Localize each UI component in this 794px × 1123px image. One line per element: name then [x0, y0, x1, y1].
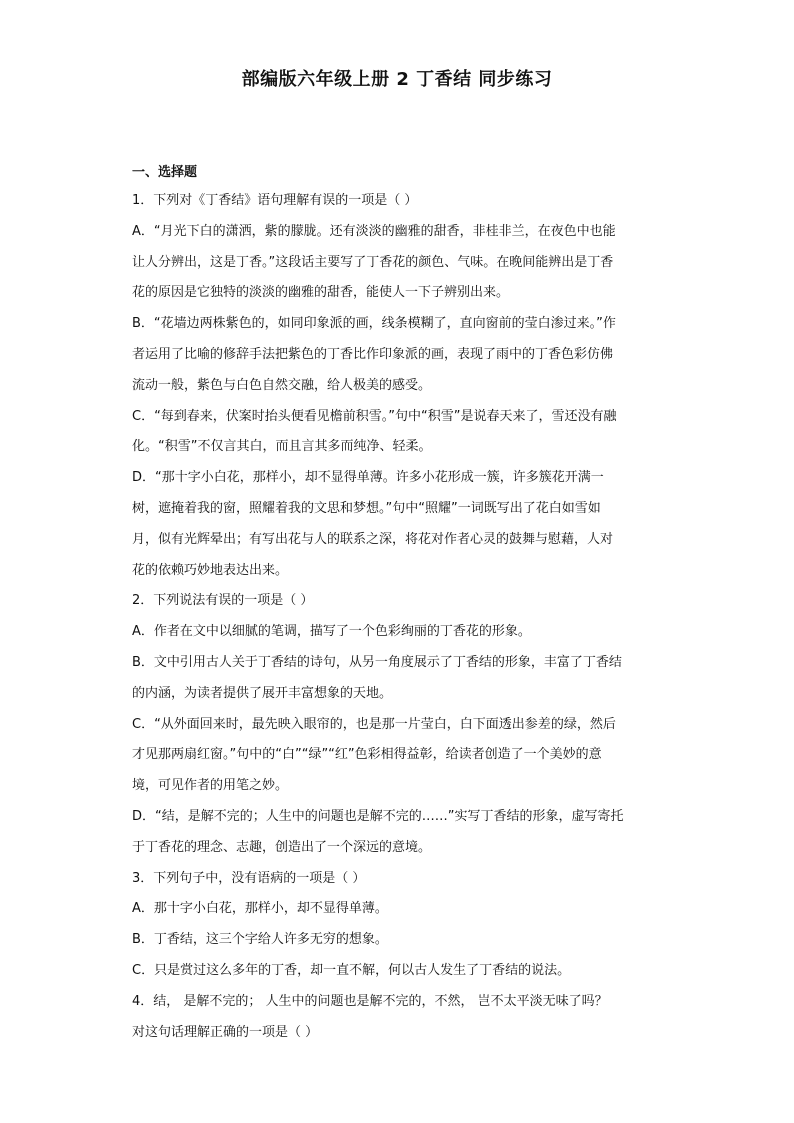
question-4: [132, 987, 660, 1049]
question-1-line: B．“花墙边两株紫色的，如同印象派的画，线条模糊了，直向窗前的莹白渗过来。”作: [132, 316, 616, 332]
question-2-line: 于丁香花的理念、志趣，创造出了一个深远的意境。: [132, 839, 432, 855]
section-heading-choice: 一、选择题: [132, 165, 198, 180]
document-title: 部编版六年级上册 2 丁香结 同步练习: [241, 69, 553, 90]
question-1-line: 者运用了比喻的修辞手法把紫色的丁香比作印象派的画，表现了雨中的丁香色彩仿佛: [132, 346, 614, 362]
question-3-line: A．那十字小白花，那样小，却不显得单薄。: [132, 901, 388, 917]
question-2-line: D．“结，是解不完的；人生中的问题也是解不完的……”实写丁香结的形象，虚写寄托: [132, 808, 624, 824]
question-1-line: 流动一般，紫色与白色自然交融，给人极美的感受。: [132, 377, 432, 393]
question-1-line: C．“每到春来，伏案时抬头便看见檐前积雪。”句中“积雪”是说春天来了，雪还没有融: [132, 408, 617, 424]
question-1: [132, 186, 660, 586]
question-1-line: 树，遮掩着我的窗，照耀着我的文思和梦想。”句中“照耀”一词既写出了花白如雪如: [132, 500, 601, 516]
document-content: [132, 162, 660, 1048]
question-1-line: 花的原因是它独特的淡淡的幽雅的甜香，能使人一下子辨别出来。: [132, 285, 510, 301]
question-2-line: B．文中引用古人关于丁香结的诗句，从另一角度展示了丁香结的形象，丰富了丁香结: [132, 654, 622, 670]
question-3-line: C．只是赏过这么多年的丁香，却一直不解，何以古人发生了丁香结的说法。: [132, 962, 571, 978]
question-1-line: D．“那十字小白花，那样小，却不显得单薄。许多小花形成一簇，许多簇花开满一: [132, 470, 604, 486]
question-2-line: A．作者在文中以细腻的笔调，描写了一个色彩绚丽的丁香花的形象。: [132, 624, 531, 640]
question-2-line: 的内涵，为读者提供了展开丰富想象的天地。: [132, 685, 393, 701]
question-3-stem: 3．下列句子中，没有语病的一项是（ ）: [132, 870, 366, 886]
question-2: [132, 586, 660, 863]
question-2-line: C．“从外面回来时，最先映入眼帘的，也是那一片莹白，白下面透出参差的绿，然后: [132, 716, 616, 732]
question-1-line: 月，似有光辉晕出；有写出花与人的联系之深，将花对作者心灵的鼓舞与慰藉，人对: [132, 531, 614, 547]
question-1-line: A．“月光下白的潇洒，紫的朦胧。还有淡淡的幽雅的甜香，非桂非兰，在夜色中也能: [132, 223, 616, 239]
question-1-line: 让人分辨出，这是丁香。”这段话主要写了丁香花的颜色、气味。在晚间能辨出是丁香: [132, 254, 614, 270]
question-2-line: 境，可见作者的用笔之妙。: [132, 778, 289, 794]
question-3: [132, 864, 660, 987]
question-1-stem: 1．下列对《丁香结》语句理解有误的一项是（ ）: [132, 193, 418, 208]
question-2-stem: 2．下列说法有误的一项是（ ）: [132, 593, 314, 609]
question-3-line: B．丁香结，这三个字给人许多无穷的想象。: [132, 932, 388, 948]
question-4-stem: 4．结， 是解不完的； 人生中的问题也是解不完的，不然， 岂不太平淡无味了吗？: [132, 993, 608, 1009]
question-2-line: 才见那两扇红窗。”句中的“白”“绿”“红”色彩相得益彰，给读者创造了一个美妙的意: [132, 747, 602, 763]
question-4-line: 对这句话理解正确的一项是（ ）: [132, 1024, 319, 1040]
question-1-line: 化。“积雪”不仅言其白，而且言其多而纯净、轻柔。: [132, 439, 432, 455]
question-1-line: 花的依赖巧妙地表达出来。: [132, 562, 289, 578]
